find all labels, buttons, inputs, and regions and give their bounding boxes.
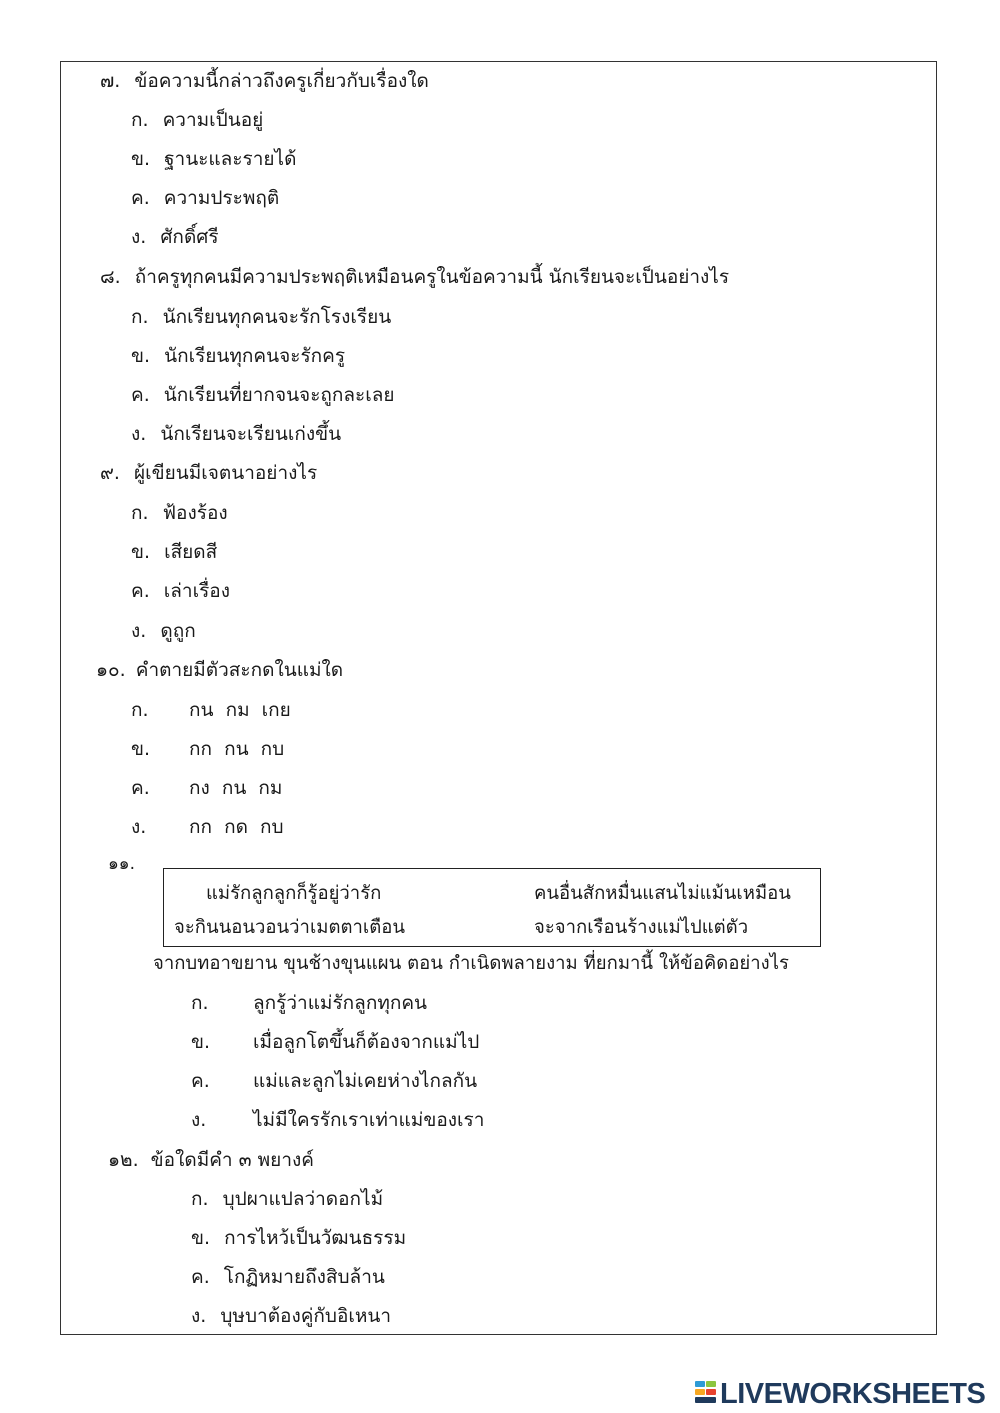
choice-12b[interactable] [191, 1225, 406, 1251]
choice-label: ง. [131, 816, 147, 838]
logo-mark-icon [695, 1380, 717, 1408]
choice-text: ศักดิ์ศรี [160, 226, 219, 248]
choice-11d[interactable] [191, 1107, 484, 1133]
choice-text: แม่และลูกไม่เคยห่างไกลกัน [253, 1070, 478, 1092]
choice-10b[interactable] [131, 736, 284, 762]
choice-10d[interactable] [131, 814, 284, 840]
choice-text: บุปผาแปลว่าดอกไม้ [222, 1188, 384, 1210]
choice-label: ก. [131, 699, 149, 721]
choice-label: ง. [131, 620, 147, 642]
choice-label: ข. [191, 1227, 211, 1249]
choice-12a[interactable] [191, 1186, 383, 1212]
liveworksheets-logo[interactable] [695, 1377, 985, 1411]
choice-text: นักเรียนทุกคนจะรักโรงเรียน [162, 306, 392, 328]
choice-text: เสียดสี [164, 541, 218, 563]
choice-9b[interactable] [131, 539, 217, 565]
choice-8a[interactable] [131, 304, 391, 330]
question-number: ๘. [100, 266, 121, 288]
choice-text: ไม่มีใครรักเราเท่าแม่ของเรา [253, 1109, 485, 1131]
question-number: ๑๒. [108, 1149, 139, 1171]
choice-7a[interactable] [131, 107, 263, 133]
question-10 [96, 657, 343, 683]
choice-label: ง. [191, 1305, 207, 1327]
choice-text: ความเป็นอยู่ [162, 109, 264, 131]
question-7 [100, 68, 429, 94]
question-text: ผู้เขียนมีเจตนาอย่างไร [134, 462, 318, 484]
choice-9a[interactable] [131, 500, 228, 526]
choice-text: เมื่อลูกโตขึ้นก็ต้องจากแม่ไป [253, 1031, 480, 1053]
logo-mark-block [695, 1381, 705, 1387]
choice-text: กน กม เกย [189, 699, 291, 721]
choice-9d[interactable] [131, 618, 196, 644]
question-number: ๑๐. [96, 659, 126, 681]
choice-text: ความประพฤติ [163, 187, 280, 209]
choice-text: กง กน กม [189, 777, 283, 799]
question-11-text: จากบทอาขยาน ขุนช้างขุนแผน ตอน กำเนิดพลายงาม ที่ยกมานี้ ให้ข้อคิดอย่างไร [153, 953, 789, 974]
logo-mark-block [695, 1389, 705, 1395]
choice-7b[interactable] [131, 146, 296, 172]
choice-label: ง. [131, 423, 147, 445]
choice-label: ค. [191, 1070, 210, 1092]
question-text: ข้อความนี้กล่าวถึงครูเกี่ยวกับเรื่องใด [134, 70, 429, 92]
choice-label: ข. [131, 345, 151, 367]
choice-label: ง. [131, 226, 147, 248]
choice-label: ง. [191, 1109, 207, 1131]
choice-label: ค. [131, 580, 150, 602]
poem-line-1-right: คนอื่นสักหมื่นแสนไม่แม้นเหมือน [534, 883, 791, 904]
poem-line-2-left: จะกินนอนวอนว่าเมตตาเตือน [174, 917, 405, 938]
choice-label: ข. [131, 148, 151, 170]
question-9 [100, 460, 317, 486]
logo-text: LIVEWORKSHEETS [720, 1377, 986, 1410]
choice-11b[interactable] [191, 1029, 479, 1055]
choice-label: ข. [131, 541, 151, 563]
choice-text: โกฏิหมายถึงสิบล้าน [223, 1266, 385, 1288]
choice-text: ฐานะและรายได้ [164, 148, 297, 170]
choice-text: นักเรียนจะเรียนเก่งขึ้น [160, 423, 342, 445]
choice-label: ก. [131, 306, 149, 328]
choice-text: การไหว้เป็นวัฒนธรรม [224, 1227, 407, 1249]
choice-8b[interactable] [131, 343, 345, 369]
choice-text: กก กน กบ [189, 738, 285, 760]
logo-mark-block [695, 1397, 716, 1403]
question-text: ข้อใดมีคำ ๓ พยางค์ [150, 1149, 314, 1171]
choice-label: ก. [131, 109, 149, 131]
choice-7d[interactable] [131, 224, 219, 250]
logo-mark-block [706, 1389, 716, 1395]
choice-text: ลูกรู้ว่าแม่รักลูกทุกคน [253, 992, 428, 1014]
choice-text: นักเรียนที่ยากจนจะถูกละเลย [163, 384, 395, 406]
choice-10a[interactable] [131, 697, 291, 723]
question-8 [100, 264, 729, 290]
choice-label: ข. [131, 738, 151, 760]
choice-12c[interactable] [191, 1264, 385, 1290]
question-number: ๗. [100, 70, 121, 92]
question-number: ๙. [100, 462, 120, 484]
logo-mark-block [706, 1381, 716, 1387]
choice-text: ดูถูก [160, 620, 196, 642]
choice-label: ค. [191, 1266, 210, 1288]
question-11-number: ๑๑. [108, 854, 135, 874]
choice-label: ก. [191, 992, 209, 1014]
choice-11a[interactable] [191, 990, 427, 1016]
choice-8c[interactable] [131, 382, 395, 408]
choice-11c[interactable] [191, 1068, 477, 1094]
choice-label: ค. [131, 777, 150, 799]
choice-9c[interactable] [131, 578, 230, 604]
choice-7c[interactable] [131, 185, 279, 211]
choice-10c[interactable] [131, 775, 282, 801]
choice-label: ข. [191, 1031, 211, 1053]
choice-label: ก. [191, 1188, 209, 1210]
choice-label: ค. [131, 187, 150, 209]
choice-label: ก. [131, 502, 149, 524]
question-text: คำตายมีตัวสะกดในแม่ใด [135, 659, 344, 681]
choice-12d[interactable] [191, 1303, 391, 1329]
poem-line-2-right: จะจากเรือนร้างแม่ไปแต่ตัว [534, 917, 749, 938]
choice-text: นักเรียนทุกคนจะรักครู [164, 345, 346, 367]
choice-text: กก กด กบ [189, 816, 284, 838]
choice-text: ฟ้องร้อง [162, 502, 228, 524]
choice-text: บุษบาต้องคู่กับอิเหนา [220, 1305, 392, 1327]
poem-line-1-left: แม่รักลูกลูกก็รู้อยู่ว่ารัก [206, 883, 382, 904]
choice-8d[interactable] [131, 421, 341, 447]
choice-text: เล่าเรื่อง [163, 580, 230, 602]
poem-box [163, 868, 821, 947]
question-12 [108, 1147, 314, 1173]
question-text: ถ้าครูทุกคนมีความประพฤติเหมือนครูในข้อความนี้ นักเรียนจะเป็นอย่างไร [134, 266, 730, 288]
choice-label: ค. [131, 384, 150, 406]
